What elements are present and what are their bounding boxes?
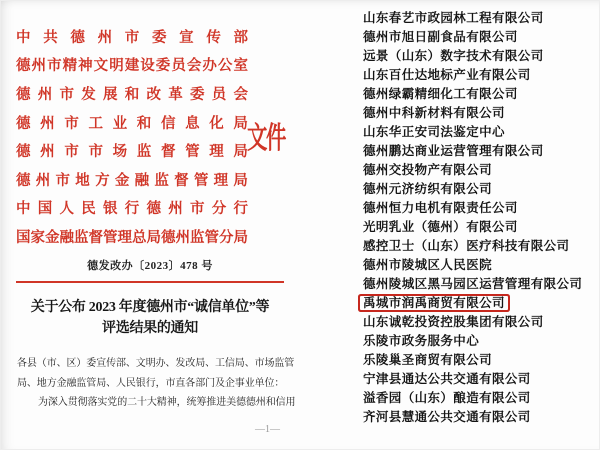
body-line: 局、地方金融监管局、人民银行，市直各部门及企事业单位： <box>17 377 285 389</box>
company-name: 宁津县通达公共交通有限公司 <box>363 372 531 386</box>
company-name: 山东诚乾投资控股集团有限公司 <box>363 315 544 329</box>
page-number: —1— <box>255 424 280 435</box>
header-org-line: 中 国 人 民 银 行 德 州 市 分 行 <box>16 201 248 218</box>
company-name: 乐陵巢圣商贸有限公司 <box>363 353 493 367</box>
company-list-item <box>363 179 598 198</box>
header-org-line: 德 州 市 工 业 和 信 息 化 局 <box>16 115 248 132</box>
company-name: 光明乳业（德州）有限公司 <box>363 220 518 234</box>
company-list-item <box>363 27 598 46</box>
company-name-highlighted: 禹城市润禹商贸有限公司 <box>360 296 508 310</box>
company-name: 德州绿霸精细化工有限公司 <box>363 87 518 101</box>
company-name: 德州交投物产有限公司 <box>363 163 493 177</box>
right-page <box>300 0 600 450</box>
company-list-item <box>363 46 598 65</box>
company-name: 感控卫士（山东）医疗科技有限公司 <box>363 239 570 253</box>
company-list-item <box>363 407 598 426</box>
company-name: 德州市陵城区人民医院 <box>363 258 493 272</box>
header-org-line: 德 州 市 市 场 监 督 管 理 局 <box>16 144 248 161</box>
company-list-item <box>363 388 598 407</box>
company-name: 齐河县慧通公共交通有限公司 <box>363 410 531 424</box>
company-list-item <box>363 350 598 369</box>
company-list-item <box>363 369 598 388</box>
company-list <box>363 8 598 426</box>
notice-body <box>17 354 295 413</box>
doc-type-label: 文件 <box>247 122 286 155</box>
company-list-item <box>363 293 598 312</box>
company-name: 山东百仕达地标产业有限公司 <box>363 68 531 82</box>
company-list-item <box>363 8 598 27</box>
company-list-item <box>363 122 598 141</box>
company-list-item <box>363 312 598 331</box>
header-org-line: 德 州 市 精 神 文 明 建 设 委 员 会 办 公 室 <box>16 58 248 75</box>
header-org-line: 中 共 德 州 市 委 宣 传 部 <box>16 29 248 46</box>
company-name: 山东华正安司法鉴定中心 <box>363 125 505 139</box>
body-line: 为深入贯彻落实党的二十大精神，统筹推进美德德州和信用 <box>38 397 296 408</box>
company-name: 乐陵市政务服务中心 <box>363 334 480 348</box>
company-name: 德州市旭日副食品有限公司 <box>363 30 518 44</box>
notice-title-line-1: 关于公布 2023 年度德州市“诚信单位”等 <box>30 300 270 315</box>
notice-title-line-2: 评选结果的通知 <box>102 321 198 336</box>
company-list-item <box>363 84 598 103</box>
company-name: 德州恒力电机有限责任公司 <box>363 201 518 215</box>
company-list-item <box>363 198 598 217</box>
notice-title <box>0 297 300 339</box>
header-org-block <box>16 22 248 251</box>
company-name: 德州鹏达商业运营管理有限公司 <box>363 144 544 158</box>
header-org-line: 德 州 市 发 展 和 改 革 委 员 会 <box>16 86 248 103</box>
company-list-item <box>363 160 598 179</box>
header-org-line: 德 州 市 地 方 金 融 监 督 管 理 局 <box>16 172 248 189</box>
company-list-item <box>363 141 598 160</box>
company-name: 溢香园（山东）酿造有限公司 <box>363 391 531 405</box>
doc-number: 德发改办〔2023〕478 号 <box>87 260 213 272</box>
company-list-item <box>363 255 598 274</box>
company-name: 德州陵城区黑马园区运营管理有限公司 <box>363 277 583 291</box>
company-list-item <box>363 217 598 236</box>
company-name: 德州元济纺织有限公司 <box>363 182 493 196</box>
company-list-item <box>363 331 598 350</box>
company-name: 德州中科新材料有限公司 <box>363 106 505 120</box>
header-org-line: 国 家 金 融 监 督 管 理 总 局 德 州 监 管 分 局 <box>16 229 248 246</box>
red-separator-line <box>16 281 284 283</box>
company-name: 山东春艺市政园林工程有限公司 <box>363 11 544 25</box>
company-list-item <box>363 103 598 122</box>
company-list-item <box>363 274 598 293</box>
company-list-item <box>363 65 598 84</box>
company-name: 远景（山东）数字技术有限公司 <box>363 49 544 63</box>
company-list-item <box>363 236 598 255</box>
body-line: 各县（市、区）委宣传部、文明办、发改局、工信局、市场监管 <box>17 358 295 369</box>
